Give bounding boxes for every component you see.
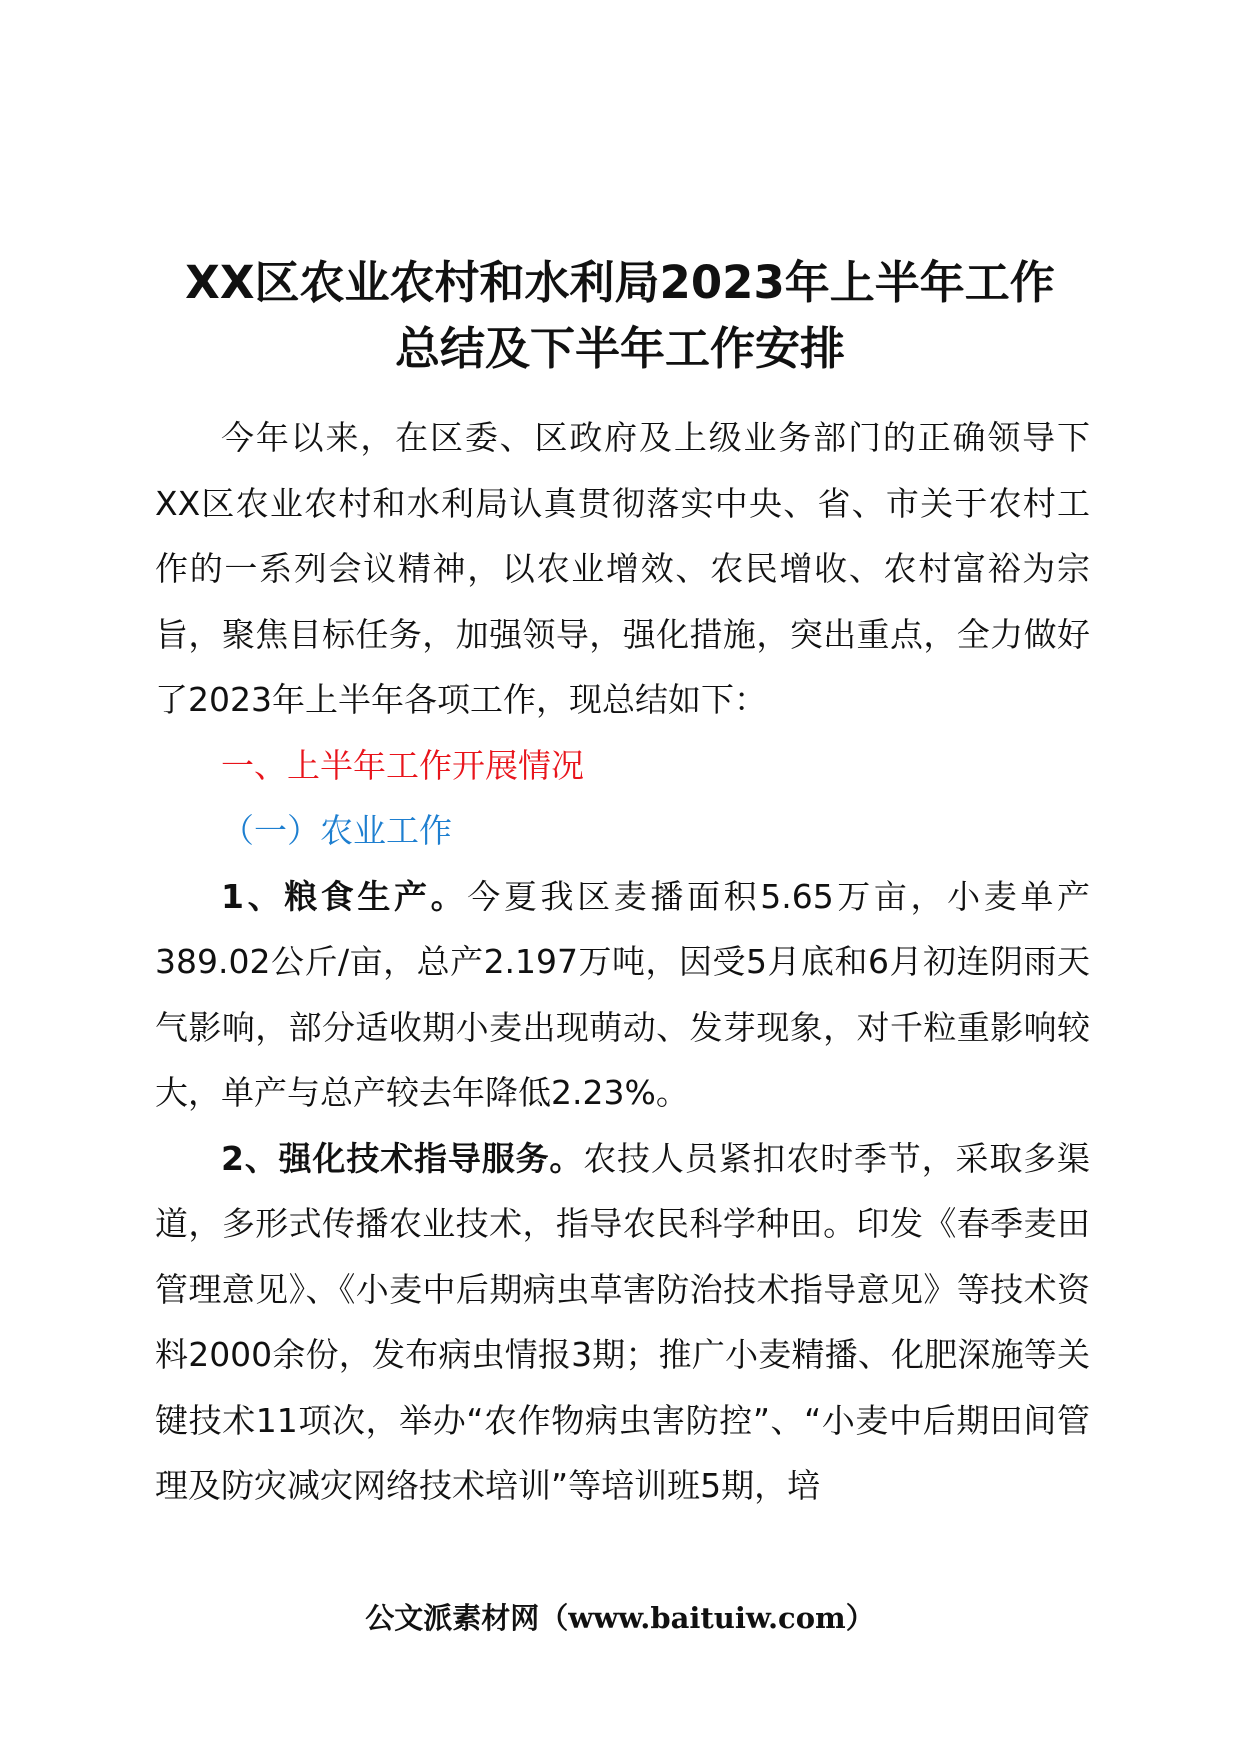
item-1-paragraph <box>155 864 1090 1126</box>
title-line-1: XX区农业农村和水利局2023年上半年工作 <box>185 256 1055 309</box>
title-line-2: 总结及下半年工作安排 <box>394 322 845 375</box>
section-heading-1: 一、上半年工作开展情况 <box>221 745 584 785</box>
item-1-text: 今夏我区麦播面积5.65万亩，小麦单产389.02公斤/亩，总产2.197万吨，因受5月底和6月初连阴雨天气影响，部分适收期小麦出现萌动、发芽现象，对千粒重影响较大，单产与总产较去年降低2.23%。 <box>155 876 1090 1112</box>
subsection-heading-1: （一）农业工作 <box>221 811 452 850</box>
footer-watermark: 公文派素材网（www.baituiw.com） <box>365 1601 875 1635</box>
item-1-lead: 1、粮食生产。 <box>221 876 468 916</box>
document-body <box>155 405 1090 1519</box>
item-2-lead: 2、强化技术指导服务。 <box>221 1138 584 1178</box>
item-2-text: 农技人员紧扣农时季节，采取多渠道，多形式传播农业技术，指导农民科学种田。印发《春季麦田管理意见》、《小麦中后期病虫草害防治技术指导意见》等技术资料2000余份，发布病虫情报3期；推广小麦精播、化肥深施等关键技术11项次，举办“农作物病虫害防控”、“小麦中后期田间管理及防灾减灾网络技术培训”等培训班5期，培 <box>155 1138 1090 1505</box>
intro-paragraph: 今年以来，在区委、区政府及上级业务部门的正确领导下XX区农业农村和水利局认真贯彻落实中央、省、市关于农村工作的一系列会议精神，以农业增效、农民增收、农村富裕为宗旨，聚焦目标任务，加强领导，强化措施，突出重点，全力做好了2023年上半年各项工作，现总结如下： <box>155 418 1090 719</box>
item-2-paragraph <box>155 1126 1090 1519</box>
document-title <box>150 250 1090 382</box>
